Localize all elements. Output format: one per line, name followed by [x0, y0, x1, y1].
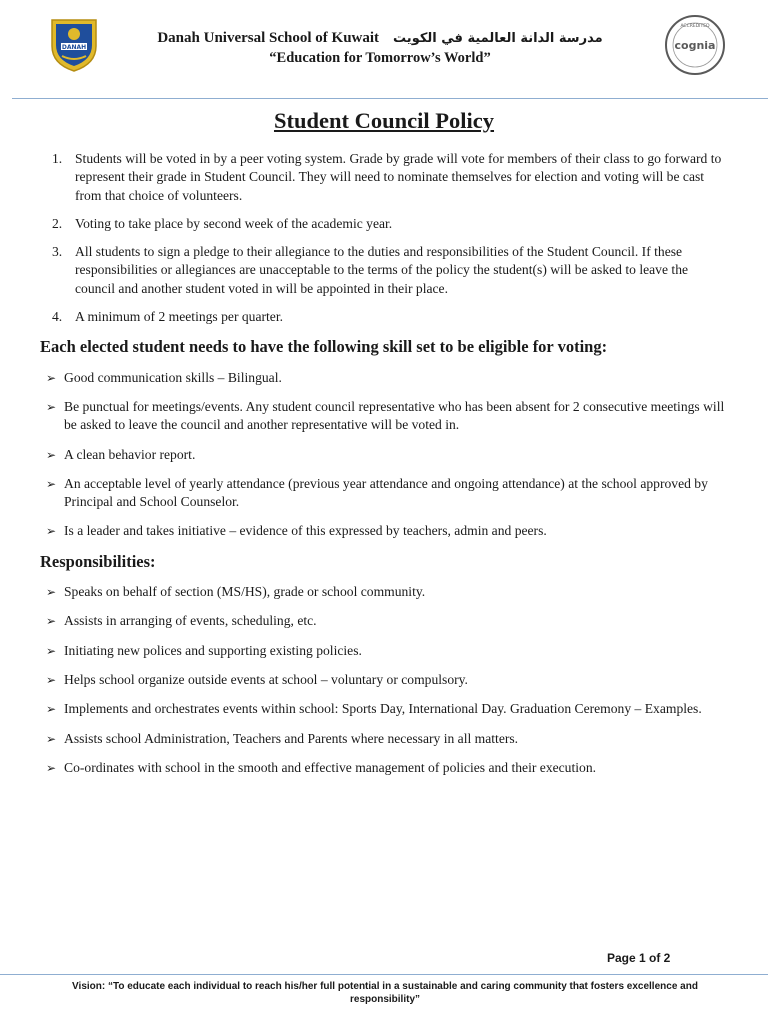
policy-item: [40, 243, 730, 298]
policy-text: All students to sign a pledge to their allegiance to the duties and responsibilities of the Student Council. If these responsibilities or allegiances are unacceptable to the terms of the policy the student(s) will be asked to leave the council and another student voted in will be appointed in their place.: [75, 244, 689, 296]
responsibility-item: [40, 700, 730, 718]
policy-item: [40, 215, 730, 233]
responsibility-text: Assists school Administration, Teachers and Parents where necessary in all matters.: [64, 730, 519, 746]
skill-text: Be punctual for meetings/events. Any student council representative who has been absent for 2 consecutive meetings will be asked to leave the council and another representative will be voted in.: [64, 398, 725, 433]
responsibility-item: [40, 612, 730, 630]
skill-item: [40, 475, 730, 512]
arrow-bullet-icon: ➢: [46, 731, 57, 746]
responsibility-item: [40, 730, 730, 748]
policy-item: [40, 150, 730, 205]
school-name: [140, 30, 620, 47]
page-number: Page 1 of 2: [607, 951, 671, 965]
responsibility-text: Speaks on behalf of section (MS/HS), grade or school community.: [64, 584, 426, 600]
school-name-english: Danah Universal School of Kuwait: [157, 30, 380, 46]
responsibility-item: [40, 759, 730, 777]
accreditation-badge: [664, 14, 726, 76]
vision-statement: Vision: “To educate each individual to reach his/her full potential in a sustainable and caring community that fosters excellence and responsibility”: [72, 981, 698, 1005]
arrow-bullet-icon: ➢: [46, 524, 57, 539]
policy-number: 1.: [52, 151, 63, 166]
arrow-bullet-icon: ➢: [46, 447, 57, 462]
arrow-bullet-icon: ➢: [46, 585, 57, 600]
skill-text: A clean behavior report.: [64, 446, 196, 462]
badge-text: cognia: [674, 39, 716, 52]
school-motto: “Education for Tomorrow’s World”: [269, 50, 491, 66]
arrow-bullet-icon: ➢: [46, 643, 57, 658]
skill-item: [40, 398, 730, 435]
badge-ring-text: ACCREDITED: [680, 24, 710, 29]
policy-content: [40, 150, 730, 788]
responsibilities-list: [40, 583, 730, 777]
policy-number: 3.: [52, 244, 63, 260]
skill-item: [40, 369, 730, 387]
skill-text: An acceptable level of yearly attendance (previous year attendance and ongoing attendance) at the school approved by Principal and School Counselor.: [64, 475, 708, 510]
school-crest-logo: [44, 14, 104, 74]
page-title: Student Council Policy: [273, 108, 495, 133]
responsibility-item: [40, 583, 730, 601]
skills-heading: Each elected student needs to have the following skill set to be eligible for voting:: [40, 337, 608, 357]
arrow-bullet-icon: ➢: [46, 370, 57, 385]
arrow-bullet-icon: ➢: [46, 702, 57, 717]
policy-text: Voting to take place by second week of the academic year.: [75, 215, 393, 231]
responsibility-item: [40, 671, 730, 689]
arrow-bullet-icon: ➢: [46, 672, 57, 687]
skill-item: [40, 446, 730, 464]
skill-item: [40, 522, 730, 540]
skill-text: Is a leader and takes initiative – evidence of this expressed by teachers, admin and peers.: [64, 523, 547, 539]
school-name-arabic: مدرسة الدانة العالمية في الكويت: [393, 31, 603, 46]
arrow-bullet-icon: ➢: [46, 476, 57, 491]
header: [140, 30, 620, 67]
skill-text: Good communication skills – Bilingual.: [64, 369, 282, 385]
policy-text: Students will be voted in by a peer voting system. Grade by grade will vote for members of their class to go forward to represent their grade in Student Council. They will need to nominate themselves for election and voting will be cast from that choice of volunteers.: [75, 151, 722, 203]
responsibility-text: Implements and orchestrates events within school: Sports Day, International Day. Graduation Ceremony – Examples.: [64, 701, 702, 717]
arrow-bullet-icon: ➢: [46, 760, 57, 775]
responsibility-item: [40, 642, 730, 660]
arrow-bullet-icon: ➢: [46, 399, 57, 414]
policy-list: [40, 150, 730, 326]
responsibility-text: Assists in arranging of events, scheduling, etc.: [64, 613, 317, 629]
policy-number: 4.: [52, 309, 63, 325]
responsibility-text: Helps school organize outside events at school – voluntary or compulsory.: [64, 671, 468, 687]
header-divider: [12, 98, 768, 99]
responsibility-text: Co-ordinates with school in the smooth and effective management of policies and their execution.: [64, 759, 597, 775]
responsibilities-heading: Responsibilities:: [40, 551, 156, 571]
skills-list: [40, 369, 730, 541]
policy-text: A minimum of 2 meetings per quarter.: [75, 309, 284, 325]
crest-text: DANAH: [61, 44, 87, 51]
arrow-bullet-icon: ➢: [46, 614, 57, 629]
footer-divider: [0, 974, 768, 975]
responsibility-text: Initiating new polices and supporting existing policies.: [64, 642, 362, 658]
policy-number: 2.: [52, 215, 63, 231]
policy-item: [40, 308, 730, 326]
